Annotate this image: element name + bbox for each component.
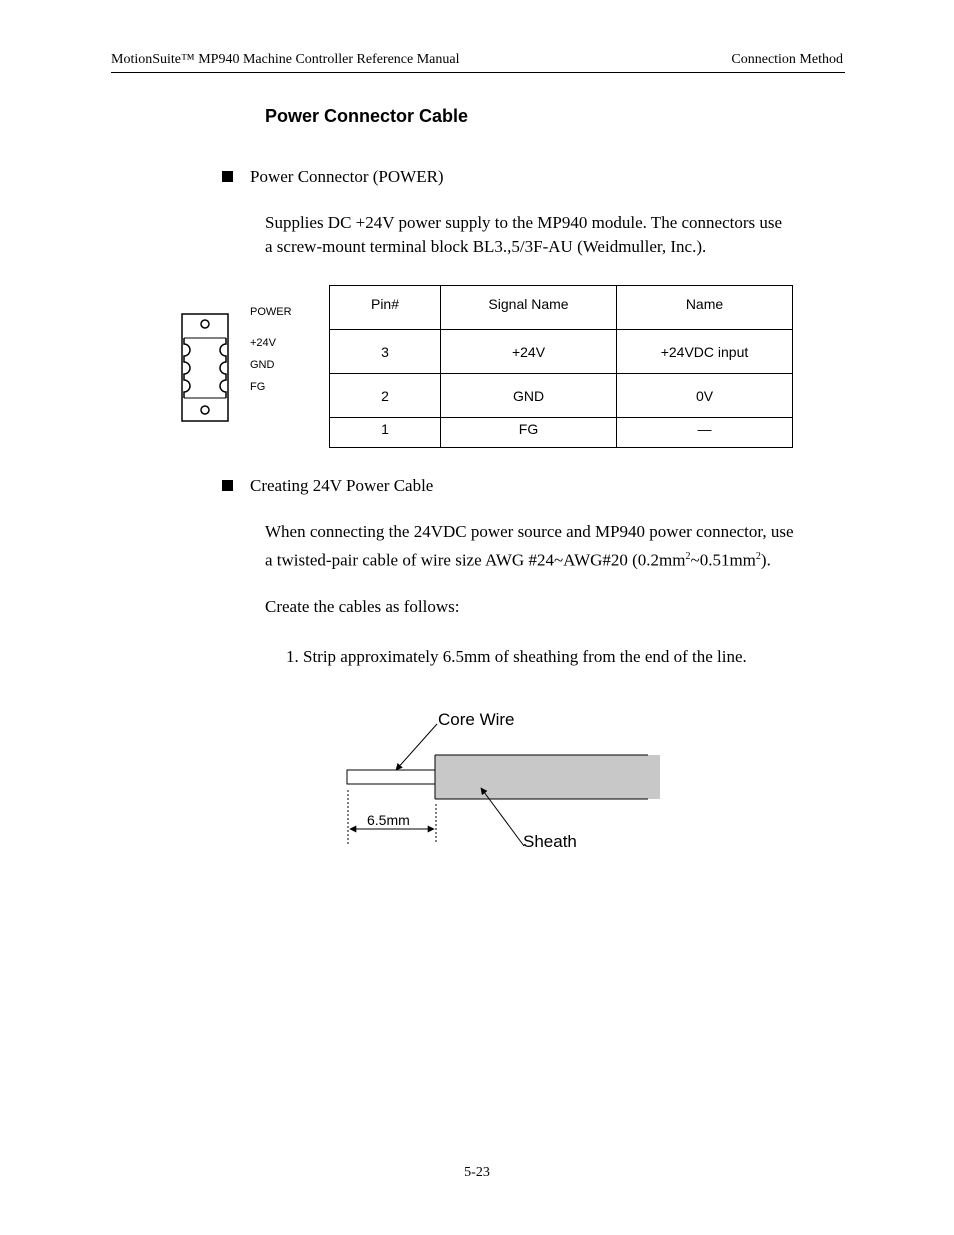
cell-signal: FG	[441, 418, 617, 448]
bullet-icon	[222, 480, 233, 491]
power-connector-heading: Power Connector (POWER)	[250, 167, 444, 186]
create-cables-text: Create the cables as follows:	[265, 597, 460, 616]
cell-pin: 1	[330, 418, 441, 448]
cable-para-2: a twisted-pair cable of wire size AWG #24~AWG#20 $(0.2mm^2\sim 0.51mm^2)$.	[265, 550, 771, 570]
terminal-block-diagram	[176, 308, 236, 428]
page-number: 5-23	[464, 1165, 490, 1180]
header-rule	[111, 72, 845, 73]
header-section-name: Connection Method	[731, 52, 843, 67]
cell-signal: +24V	[441, 330, 617, 374]
bullet-icon	[222, 171, 233, 182]
cable-heading: Creating 24V Power Cable	[250, 476, 434, 495]
table-row	[330, 418, 793, 448]
step-1-text: 1. Strip approximately 6.5mm of sheathing from the end of the line.	[286, 647, 747, 666]
table-header-row	[330, 286, 793, 330]
dimension-label: 6.5mm	[367, 812, 410, 828]
cell-signal: GND	[441, 374, 617, 418]
sheath-label: Sheath	[523, 832, 577, 851]
table-row	[330, 374, 793, 418]
cell-pin: 3	[330, 330, 441, 374]
connector-label-title: POWER	[250, 306, 292, 318]
connector-label-pin1: FG	[250, 381, 266, 393]
header-cell-pin: Pin#	[330, 286, 441, 330]
core-wire-label: Core Wire	[438, 710, 515, 729]
power-connector-para-1: Supplies DC +24V power supply to the MP940 module. The connectors use	[265, 213, 783, 232]
header-cell-signal: Signal Name	[441, 286, 617, 330]
cell-name: —	[617, 418, 793, 448]
table-row	[330, 330, 793, 374]
header-manual-title: MotionSuite™ MP940 Machine Controller Reference Manual	[111, 52, 460, 67]
cell-name: 0V	[617, 374, 793, 418]
cable-para-1: When connecting the 24VDC power source and MP940 power connector, use	[265, 522, 794, 541]
connector-label-pin2: GND	[250, 359, 275, 371]
header-cell-name: Name	[617, 286, 793, 330]
section-title: Power Connector Cable	[265, 106, 469, 126]
connector-label-pin3: +24V	[250, 337, 276, 349]
power-connector-para-2: a screw-mount terminal block BL3.,5/3F-AU (Weidmuller, Inc.).	[265, 237, 707, 256]
pin-table	[329, 285, 793, 448]
cell-pin: 2	[330, 374, 441, 418]
cell-name: +24VDC input	[617, 330, 793, 374]
